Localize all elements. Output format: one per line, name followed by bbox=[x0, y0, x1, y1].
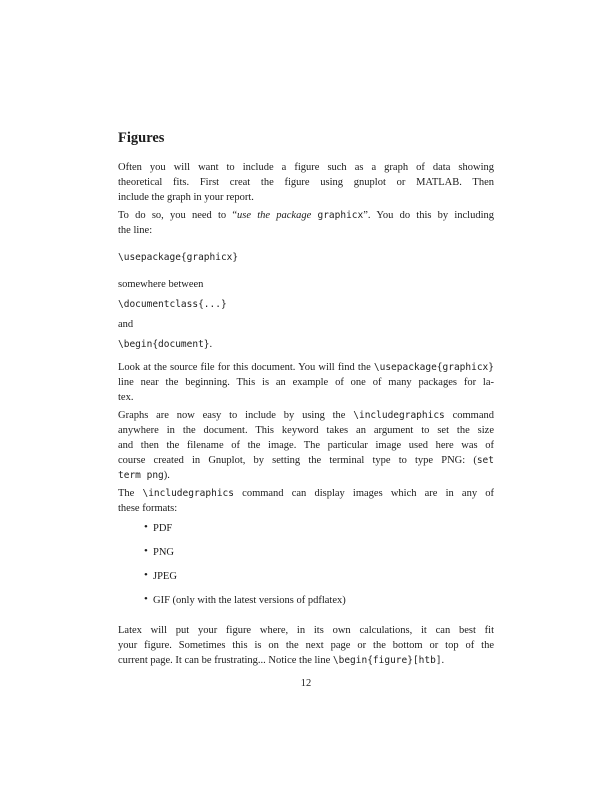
body-text: ). bbox=[163, 470, 170, 481]
body-text: Latex will put your figure where, in its own calculations, it can best fit bbox=[118, 625, 494, 636]
code-usepackage bbox=[118, 250, 494, 265]
code-text: \includegraphics bbox=[142, 488, 234, 499]
body-text: these formats: bbox=[118, 503, 178, 514]
body-text: tex. bbox=[118, 392, 134, 403]
list-item bbox=[118, 593, 494, 608]
text-line bbox=[118, 250, 494, 265]
body-text: theoretical fits. First creat the figure using gnuplot or MATLAB. Then bbox=[118, 177, 494, 188]
text-line bbox=[118, 468, 494, 483]
para-placement bbox=[118, 623, 494, 668]
text-line bbox=[118, 501, 494, 516]
bullet-icon: • bbox=[144, 545, 148, 557]
body-text: To do so, you need to “ bbox=[118, 210, 238, 221]
body-text: somewhere between bbox=[118, 279, 204, 290]
bullet-icon: • bbox=[144, 593, 148, 605]
code-text: \includegraphics bbox=[353, 410, 445, 421]
list-item bbox=[118, 521, 494, 536]
text-line bbox=[118, 360, 494, 375]
text-column bbox=[118, 129, 494, 671]
document-body bbox=[118, 160, 494, 668]
para-formats bbox=[118, 486, 494, 516]
body-text: JPEG bbox=[153, 571, 177, 582]
text-line bbox=[153, 545, 494, 560]
line-somewhere-between bbox=[118, 277, 494, 292]
body-text: The bbox=[118, 488, 143, 499]
text-line bbox=[118, 623, 494, 638]
list-item bbox=[118, 545, 494, 560]
text-line bbox=[118, 190, 494, 205]
text-line bbox=[118, 453, 494, 468]
text-line bbox=[118, 297, 494, 312]
code-text: \begin{figure}[htb] bbox=[332, 655, 442, 666]
text-line bbox=[118, 653, 494, 668]
text-line bbox=[153, 593, 494, 608]
code-text: set bbox=[476, 455, 494, 466]
bullet-icon: • bbox=[144, 569, 148, 581]
line-begin-document bbox=[118, 337, 494, 352]
code-text: \begin{document} bbox=[118, 339, 210, 350]
body-text: ”. You do this by including bbox=[363, 210, 495, 221]
section-heading: Figures bbox=[118, 130, 165, 146]
text-line bbox=[118, 408, 494, 423]
body-text: line near the beginning. This is an example of one of many packages for la- bbox=[118, 377, 494, 388]
italic-text: use the package bbox=[237, 210, 312, 221]
code-text: \usepackage{graphicx} bbox=[118, 252, 239, 263]
text-line bbox=[118, 223, 494, 238]
text-line bbox=[118, 638, 494, 653]
text-line bbox=[118, 390, 494, 405]
list-item bbox=[118, 569, 494, 584]
code-text: graphicx bbox=[317, 210, 364, 221]
bullet-icon: • bbox=[144, 521, 148, 533]
code-text: term png bbox=[118, 470, 164, 481]
body-text: and then the filename of the image. The particular image used here was of bbox=[118, 440, 494, 451]
text-line bbox=[118, 375, 494, 390]
text-line bbox=[118, 486, 494, 501]
body-text: . bbox=[441, 655, 445, 666]
body-text: . bbox=[209, 339, 213, 350]
body-text: and bbox=[118, 319, 134, 330]
body-text: include the graph in your report. bbox=[118, 192, 254, 203]
format-list bbox=[118, 521, 494, 608]
body-text: anywhere in the document. This keyword takes an argument to set the size bbox=[118, 425, 494, 436]
body-text: GIF (only with the latest versions of pdflatex) bbox=[153, 595, 346, 606]
code-text: \usepackage{graphicx} bbox=[373, 362, 494, 373]
body-text: course created in Gnuplot, by setting the terminal type to type PNG: ( bbox=[118, 455, 477, 466]
body-text: current page. It can be frustrating... Notice the line bbox=[118, 655, 333, 666]
text-line bbox=[153, 521, 494, 536]
body-text: Often you will want to include a figure such as a graph of data showing bbox=[118, 162, 494, 173]
text-line bbox=[153, 569, 494, 584]
text-line bbox=[118, 160, 494, 175]
line-and bbox=[118, 317, 494, 332]
text-line bbox=[118, 317, 494, 332]
line-documentclass bbox=[118, 297, 494, 312]
text-line bbox=[118, 438, 494, 453]
body-text: your figure. Sometimes this is on the next page or the bottom or top of the bbox=[118, 640, 494, 651]
para-includegraphics bbox=[118, 408, 494, 483]
page-number: 12 bbox=[300, 678, 312, 689]
body-text: PNG bbox=[153, 547, 175, 558]
text-line bbox=[118, 277, 494, 292]
para-use-package bbox=[118, 208, 494, 238]
body-text: Graphs are now easy to include by using the bbox=[118, 410, 354, 421]
body-text: PDF bbox=[153, 523, 173, 534]
para-source-file bbox=[118, 360, 494, 405]
para-intro bbox=[118, 160, 494, 205]
code-text: \documentclass{...} bbox=[118, 299, 227, 310]
text-line bbox=[118, 337, 494, 352]
body-text: command can display images which are in any of bbox=[234, 488, 494, 499]
body-text: Look at the source file for this document. You will find the bbox=[118, 362, 374, 373]
text-line bbox=[118, 423, 494, 438]
text-line bbox=[118, 208, 494, 223]
body-text: command bbox=[444, 410, 494, 421]
text-line bbox=[118, 175, 494, 190]
body-text: the line: bbox=[118, 225, 153, 236]
